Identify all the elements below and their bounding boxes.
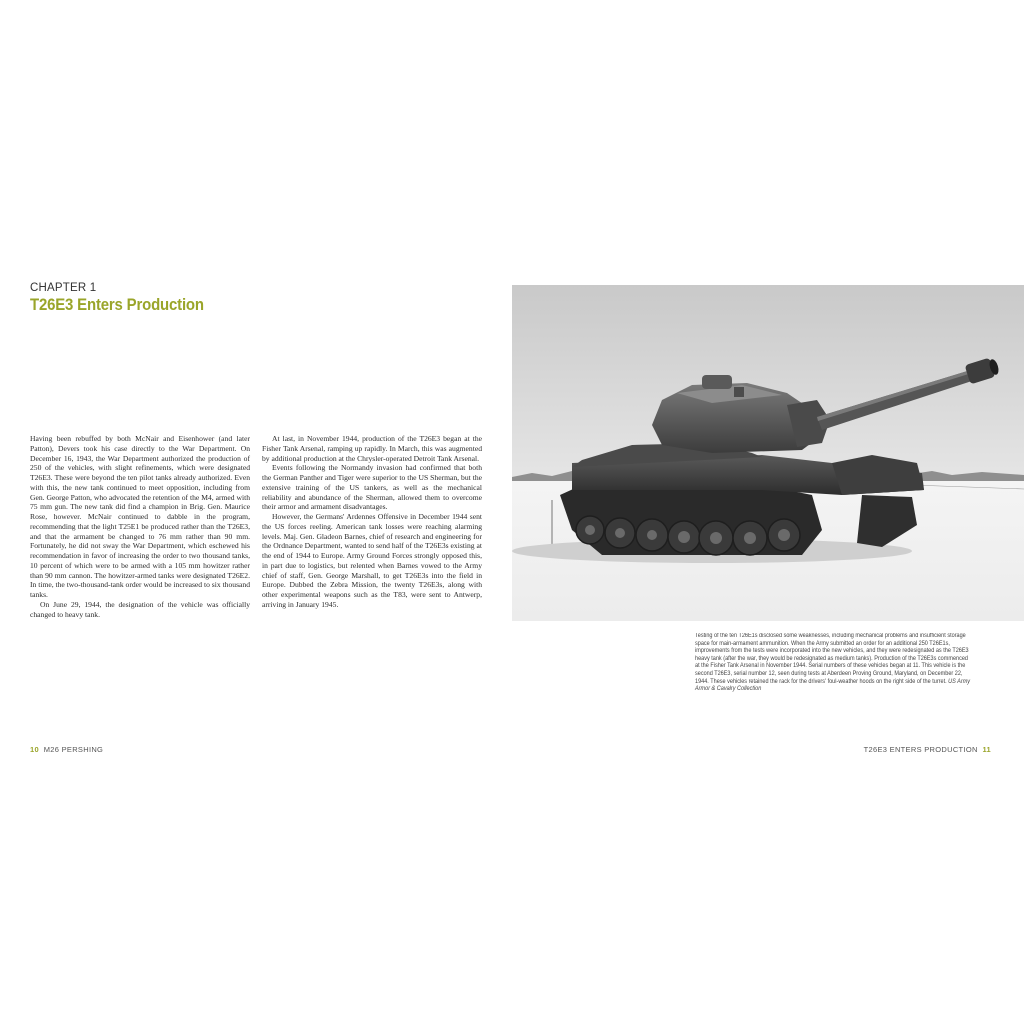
tank-photo-image [512, 285, 1024, 621]
tank-photo [512, 285, 1024, 621]
body-column-1 [30, 434, 250, 619]
page-number: 11 [982, 745, 991, 754]
body-column-2 [262, 434, 482, 610]
paragraph: On June 29, 1944, the designation of the vehicle was officially changed to heavy tank. [30, 599, 250, 619]
chapter-label: CHAPTER 1 [30, 282, 97, 294]
photo-caption [695, 633, 971, 694]
page-number: 10 [30, 745, 39, 754]
photo-credit: US Army Armor & Cavalry Collection [695, 678, 971, 693]
caption-text: Testing of the ten T26E1s disclosed some weaknesses, including mechanical problems and insufficient storage space for main-armament ammunition. When the Army submitted an order for an additional 250 T26E1s, improvements from the tests were incorporated into the new vehicles, and they were redesignated as the T26E3 heavy tank (after the war, they would be redesignated as medium tanks). Production of the T26E3s commenced at the Fisher Tank Arsenal in November 1944. Serial numbers of these vehicles began at 11. This vehicle is the second T26E3, serial number 12, seen during tests at Aberdeen Proving Ground, Maryland, on December 22, 1944. These vehicles retained the rack for the drivers' foul-weather hoods on the right side of the turret. [695, 633, 969, 685]
paragraph: Events following the Normandy invasion had confirmed that both the German Panther and Tiger were superior to the US Sherman, but the extensive training of the US tankers, as well as the mechanical reliability and abundance of the Sherman, allowed them to overcome their armor and armament disadvantages. [262, 463, 482, 512]
paragraph: At last, in November 1944, production of the T26E3 began at the Fisher Tank Arsenal, ramping up rapidly. In March, this was augmented by additional production at the Chrysler-operated Detroit Tank Arsenal. [262, 434, 482, 463]
folio-left [30, 745, 103, 754]
running-head: T26E3 ENTERS PRODUCTION [863, 745, 978, 754]
paragraph: Having been rebuffed by both McNair and Eisenhower (and later Patton), Devers took his case directly to the War Department. On December 16, 1943, the War Department authorized the production of 250 of the vehicles, with slight refinements, which were designated T26E3. These were beyond the ten pilot tanks already authorized. Even with this, the new tank continued to meet opposition, including from Gen. George Patton, who advocated the retention of the M4, armed with 75 mm gun. The new tank did find a champion in Brig. Gen. Maurice Rose, however. McNair continued to dabble in the program, recommending that the light T25E1 be produced rather than the T26E3, and that the armament be changed to 76 mm rather than 90 mm. Fortunately, he did not sway the War Department, which eschewed his recommendation in favor of increasing the order to two thousand tanks, 10 percent of which were to be armed with a 105 mm howitzer rather than 90 mm cannon. The howitzer-armed tanks were designated T26E2. In time, the two-thousand-tank order would be increased to six thousand tanks. [30, 434, 250, 599]
paragraph: However, the Germans' Ardennes Offensive in December 1944 sent the US forces reeling. American tank losses were reaching alarming levels. Maj. Gen. Gladeon Barnes, chief of research and engineering for the Ordnance Department, wanted to send half of the T26E3s existing at the end of 1944 to Europe. Army Ground Forces strongly opposed this, in part due to logistics, but relented when Barnes vowed to the Army chief of staff, Gen. George Marshall, to get T26E3s into the field in Europe. Dubbed the Zebra Mission, the twenty T26E3s, along with other experimental weapons such as the T83, were sent to Antwerp, arriving in January 1945. [262, 512, 482, 609]
running-head: M26 PERSHING [43, 745, 104, 754]
folio-right [864, 745, 991, 754]
chapter-title: T26E3 Enters Production [30, 295, 204, 314]
